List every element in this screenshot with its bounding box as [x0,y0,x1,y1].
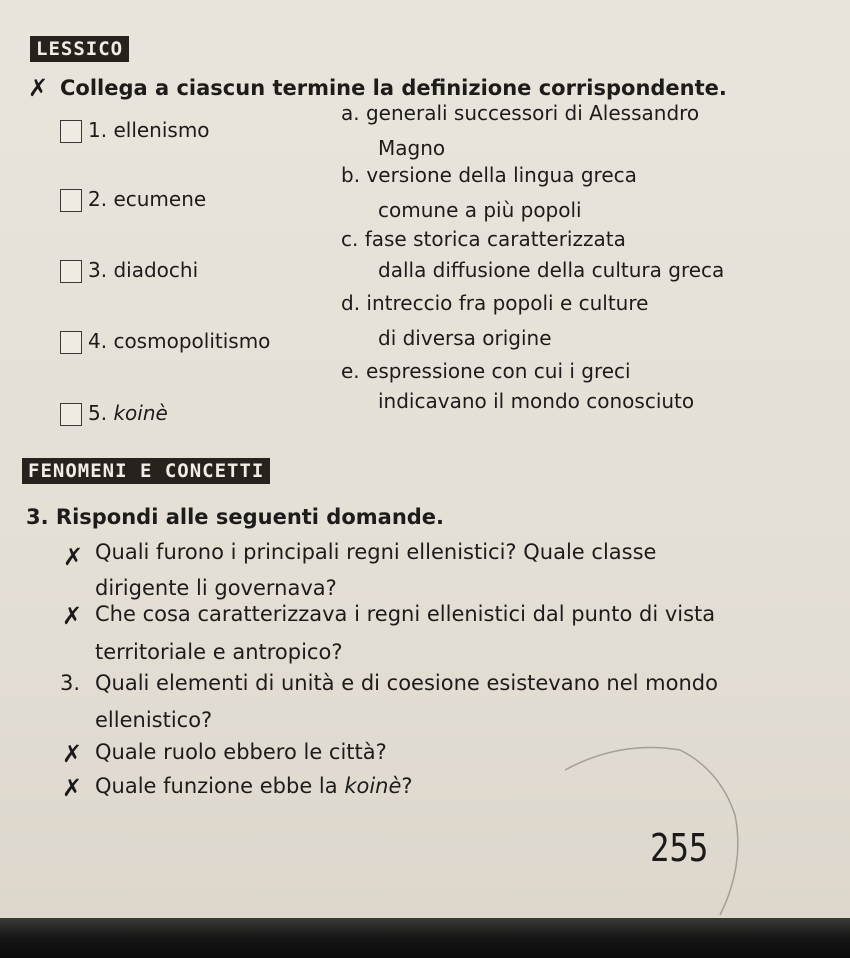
term-label: diadochi [113,258,199,282]
definition-e-line1 [341,359,631,383]
handwritten-cross-mark: ✗ [62,602,83,630]
definition-c-line1 [341,227,626,251]
definition-text: versione della lingua greca [366,163,637,187]
term-label: ellenismo [113,118,210,142]
handwritten-cross-mark: ✗ [62,740,83,768]
term-number: 4. [88,329,108,353]
term-item-3 [88,258,198,282]
definition-text: generali successori di Alessandro [365,101,700,125]
definition-b-line2: comune a più popoli [378,198,582,222]
definition-a-line2: Magno [378,136,446,160]
term-number: 1. [88,118,108,142]
term-number: 3. [88,258,108,282]
term-item-4 [88,329,270,353]
question-1-line2: dirigente li governava? [95,576,337,600]
definition-letter: a. [341,101,360,125]
term-label: cosmopolitismo [113,329,271,353]
definition-c-line2: dalla diffusione della cultura greca [378,258,725,282]
term-number: 2. [88,187,108,211]
term-number: 5. [88,401,108,425]
exercise-number: 3. [26,505,49,529]
term-checkbox-5[interactable] [60,403,82,426]
term-item-2 [88,187,206,211]
definition-d-line2: di diversa origine [378,326,552,350]
exercise-heading [26,505,444,529]
definition-text: espressione con cui i greci [366,359,631,383]
question-5-line1: Quale funzione ebbe la koinè? [95,774,413,798]
scan-edge-shadow [0,918,850,958]
exercise-instruction: Rispondi alle seguenti domande. [55,505,445,529]
definition-e-line2: indicavano il mondo conosciuto [378,389,695,413]
section-tag-fenomeni: FENOMENI E CONCETTI [22,458,270,484]
question-2-line1: Che cosa caratterizzava i regni ellenistici dal punto di vista [95,602,716,626]
question-2-line2: territoriale e antropico? [95,640,343,664]
term-item-5 [88,401,168,425]
question-4-line1: Quale ruolo ebbero le città? [95,740,387,764]
definition-letter: c. [341,227,359,251]
term-item-1 [88,118,210,142]
question-3-number: 3. [60,671,81,695]
definition-letter: b. [341,163,361,187]
question-3-line2: ellenistico? [95,708,213,732]
handwritten-cross-mark: ✗ [28,74,49,102]
definition-text: fase storica caratterizzata [364,227,626,251]
handwritten-cross-mark: ✗ [63,543,84,571]
definition-b-line1 [341,163,637,187]
term-label: ecumene [113,187,207,211]
handwritten-cross-mark: ✗ [62,774,83,802]
page-number: 255 [650,826,709,870]
definition-letter: d. [341,291,361,315]
term-checkbox-3[interactable] [60,260,82,283]
term-label: koinè [113,401,168,425]
term-checkbox-1[interactable] [60,120,82,143]
question-3-line1: Quali elementi di unità e di coesione esistevano nel mondo [95,671,718,695]
exercise-instruction: Collega a ciascun termine la definizione corrispondente. [60,76,727,100]
definition-a-line1 [341,101,699,125]
definition-d-line1 [341,291,648,315]
definition-text: intreccio fra popoli e culture [366,291,649,315]
definition-letter: e. [341,359,360,383]
section-tag-lessico: LESSICO [30,36,129,62]
question-1-line1: Quali furono i principali regni ellenistici? Quale classe [95,540,657,564]
term-checkbox-4[interactable] [60,331,82,354]
term-checkbox-2[interactable] [60,189,82,212]
